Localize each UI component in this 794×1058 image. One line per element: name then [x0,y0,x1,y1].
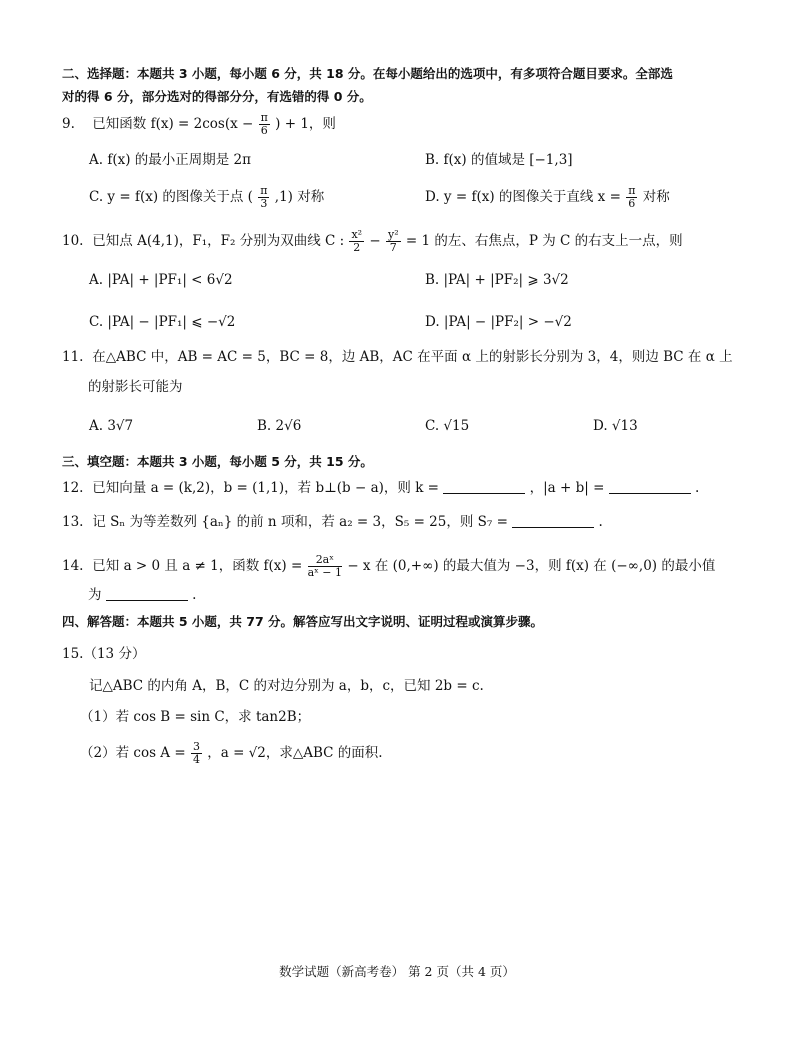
question-number: 14. [62,558,84,574]
fraction-numerator: π [260,184,268,197]
option-text: C. y = f(x) 的图像关于点 ( [89,189,253,205]
question-text: = 1 的左、右焦点，P 为 C 的右支上一点，则 [405,233,683,249]
question-11-stem [62,347,733,367]
question-text: ，a = √2，求△ABC 的面积. [207,745,383,761]
question-number: 12. [62,480,84,496]
fraction-numerator: π [260,111,268,124]
fraction-numerator: x² [351,228,363,241]
fraction-numerator: π [628,184,636,197]
option-a: A. 3√7 [89,418,134,434]
fraction [386,229,401,254]
question-text: . [192,587,197,603]
answer-blank[interactable] [609,479,691,494]
question-11-stem-continued: 的射影长可能为 [88,379,183,395]
question-15-part-2 [80,741,383,766]
question-text: 为 [88,587,102,603]
option-c: C. √15 [425,418,470,434]
option-text: ,1) 对称 [274,189,325,205]
fraction-denominator: aˣ − 1 [307,566,343,579]
question-number: 10. [62,233,84,249]
fraction-denominator: 6 [628,197,636,210]
question-13 [62,512,603,532]
question-text: 已知 a > 0 且 a ≠ 1，函数 f(x) = [92,558,303,574]
question-15-part-1: （1）若 cos B = sin C，求 tan2B； [80,709,311,725]
option-d: D. √13 [593,418,638,434]
fraction [349,229,364,254]
question-number: 13. [62,514,84,530]
answer-blank[interactable] [106,586,188,601]
section-heading-line: 二、选择题：本题共 3 小题，每小题 6 分，共 18 分。在每小题给出的选项中，有多项符合题目要求。全部选 [62,66,673,81]
question-text: ) + 1，则 [275,116,336,132]
fraction-denominator: 3 [260,197,268,210]
question-number: 9. [62,116,75,132]
fraction [626,185,637,210]
section-heading-fill-in: 三、填空题：本题共 3 小题，每小题 5 分，共 15 分。 [62,454,373,469]
fraction-denominator: 2 [353,241,361,254]
question-text: 已知向量 a = (k,2)，b = (1,1)，若 b⊥(b − a)，则 k = [92,480,439,496]
fraction-denominator: 4 [192,753,200,766]
answer-blank[interactable] [512,513,594,528]
section-heading-line: 对的得 6 分，部分选对的得部分分，有选错的得 0 分。 [62,89,372,104]
question-15-intro: 记△ABC 的内角 A，B，C 的对边分别为 a，b，c，已知 2b = c. [89,678,484,694]
section-heading-free-response: 四、解答题：本题共 5 小题，共 77 分。解答应写出文字说明、证明过程或演算步骤。 [62,614,544,629]
question-10-stem [62,229,683,254]
question-text: 在△ABC 中，AB = AC = 5，BC = 8，边 AB，AC 在平面 α 上的射影长分别为 3，4，则边 BC 在 α 上 [92,349,733,365]
fraction-numerator: y² [387,228,399,241]
question-text: （2）若 cos A = [80,745,186,761]
question-12 [62,478,699,498]
option-b: B. f(x) 的值域是 [−1,3] [425,152,573,168]
question-14 [62,554,715,579]
fraction-numerator: 2aˣ [308,554,342,567]
question-9-stem [62,112,336,137]
question-text: 已知点 A(4,1)，F₁，F₂ 分别为双曲线 C : [92,233,345,249]
fraction [308,554,342,579]
section-heading-multiple-choice [62,62,742,108]
question-text: . [694,480,700,496]
fraction-numerator: 3 [192,740,200,753]
question-number: 11. [62,349,84,365]
question-text: ，|a + b| = [529,480,605,496]
option-c: C. |PA| − |PF₁| ⩽ −√2 [89,314,236,330]
fraction-denominator: 7 [389,241,397,254]
question-14-continued [88,585,196,605]
option-a: A. |PA| + |PF₁| < 6√2 [89,272,233,288]
page-footer: 数学试题（新高考卷） 第 2 页（共 4 页） [279,964,515,979]
question-text: . [598,514,603,530]
fraction [258,185,269,210]
option-c [89,185,324,210]
fraction [259,112,270,137]
option-a: A. f(x) 的最小正周期是 2π [89,152,252,168]
option-text: 对称 [642,189,670,205]
operator: − [369,233,381,249]
answer-blank[interactable] [443,479,525,494]
option-d: D. |PA| − |PF₂| > −√2 [425,314,572,330]
option-d [425,185,670,210]
option-b: B. |PA| + |PF₂| ⩾ 3√2 [425,272,569,288]
fraction [191,741,202,766]
option-text: D. y = f(x) 的图像关于直线 x = [425,189,621,205]
question-text: 记 Sₙ 为等差数列 {aₙ} 的前 n 项和，若 a₂ = 3，S₅ = 25，则 S₇ = [92,514,508,530]
fraction-denominator: 6 [260,124,268,137]
question-15-head: 15.（13 分） [62,646,146,662]
question-text: − x 在 (0,+∞) 的最大值为 −3，则 f(x) 在 (−∞,0) 的最小值 [347,558,716,574]
option-b: B. 2√6 [257,418,302,434]
question-text: 已知函数 f(x) = 2cos(x − [92,116,254,132]
